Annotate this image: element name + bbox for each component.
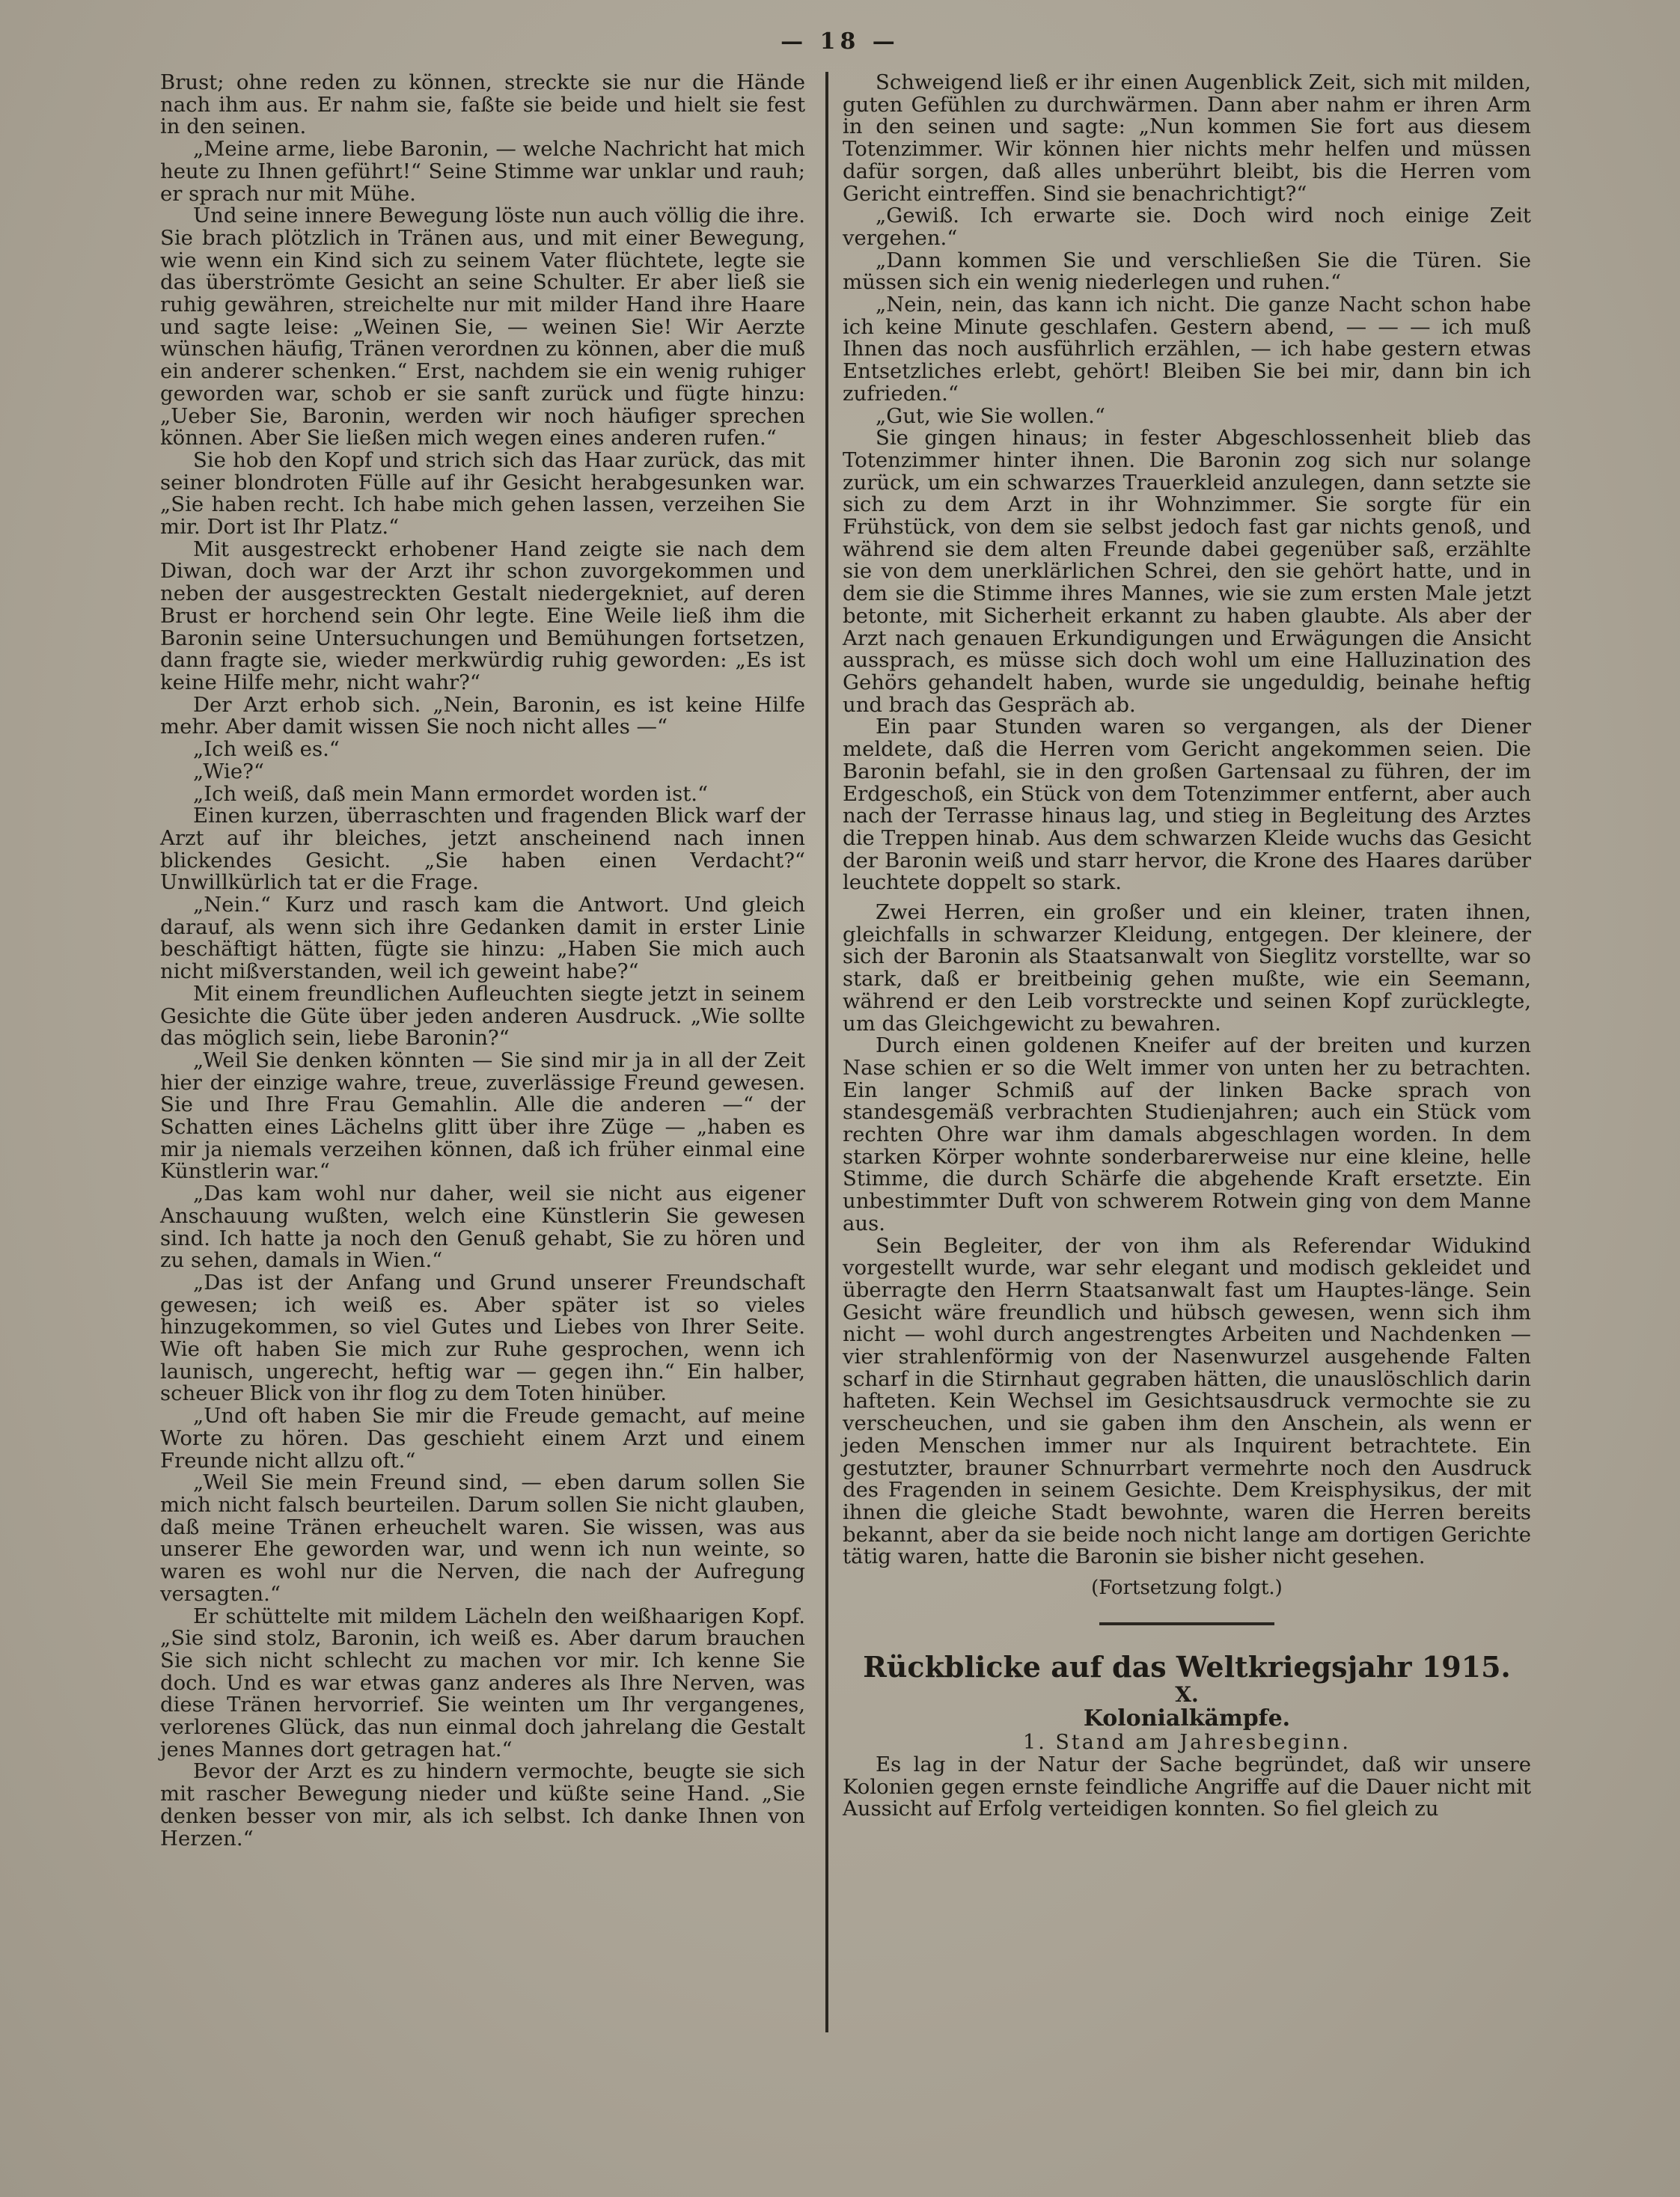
article-separator [1099,1622,1274,1625]
paragraph: Er schüttelte mit mildem Lächeln den weißhaarigen Kopf. „Sie sind stolz, Baronin, ich weiß es. Aber darum brauchen Sie sich nicht schlecht zu machen vor mir. Ich kenne Sie doch. Und es war etwas ganz anderes als Ihre Nerven, was diese Tränen hervorrief. Sie weinten um Ihr vergangenes, verlorenes Glück, das nun einmal doch jahrelang die Gestalt jenes Mannes dort getragen hat.“ [160,1604,805,1761]
paragraph: Zwei Herren, ein großer und ein kleiner, traten ihnen, gleichfalls in schwarzer Kleidung, entgegen. Der kleinere, der sich der Baronin als Staatsanwalt von Sieglitz vorstellte, war so stark, daß er breitbeinig gehen mußte, wie ein Seemann, während er den Leib vorstreckte und seinen Kopf zurücklegte, um das Gleichgewicht zu bewahren. [843,900,1531,1036]
paragraph: „Ich weiß es.“ [193,737,340,762]
paragraph: Sie hob den Kopf und strich sich das Haar zurück, das mit seiner blondroten Fülle auf ihr Gesicht herabgesunken war. „Sie haben recht. Ich habe mich gehen lassen, verzeihen Sie mir. Dort ist Ihr Platz.“ [160,447,805,540]
paragraph: Einen kurzen, überraschten und fragenden Blick warf der Arzt auf ihr bleiches, jetzt anscheinend nach innen blickendes Gesicht. „Sie haben einen Verdacht?“ Unwillkürlich tat er die Frage. [160,804,805,895]
paragraph: „Das kam wohl nur daher, weil sie nicht aus eigener Anschauung wußten, welch eine Künstlerin Sie gewesen sind. Ich hatte ja noch den Genuß gehabt, Sie zu hören und zu sehen, damals in Wien.“ [160,1182,805,1273]
paragraph: Durch einen goldenen Kneifer auf der breiten und kurzen Nase schien er so die Welt immer von unten her zu betrachten. Ein langer Schmiß auf der linken Backe sprach von standesgemäß verbrachten Studienjahren; auch ein Stück vom rechten Ohre war ihm damals abgeschlagen worden. In dem starken Körper wohnte sonderbarerweise nur eine kleine, helle Stimme, die durch Schärfe die abgehende Kraft ersetzte. Ein unbestimmter Duft von schwerem Rotwein ging von dem Manne aus. [843,1033,1531,1235]
section-heading: 1. Stand am Jahresbeginn. [1023,1730,1351,1754]
paragraph: „Nein, nein, das kann ich nicht. Die ganze Nacht schon habe ich keine Minute geschlafen. Gestern abend, — — — ich muß Ihnen das noch ausführlich erzählen, — ich habe gestern etwas Entsetzliches erlebt, gehört! Bleiben Sie bei mir, dann bin ich zufrieden.“ [843,293,1531,406]
paragraph: Und seine innere Bewegung löste nun auch völlig die ihre. Sie brach plötzlich in Tränen aus, und mit einer Bewegung, wie wenn ein Kind sich zu seinem Vater flüchtete, legte sie das überströmte Gesicht an seine Schulter. Er aber ließ sie ruhig gewähren, streichelte nur mit milder Hand ihre Haare und sagte leise: „Weinen Sie, — weinen Sie! Wir Aerzte wünschen häufig, Tränen verordnen zu können, aber die muß ein anderer schenken.“ Erst, nachdem sie ein wenig ruhiger geworden war, schob er sie sanft zurück und fügte hinzu: „Ueber Sie, Baronin, werden wir noch häufiger sprechen können. Aber Sie ließen mich wegen eines anderen rufen.“ [160,204,805,450]
continued-note: (Fortsetzung folgt.) [1091,1577,1283,1600]
paragraph: Sein Begleiter, der von ihm als Referendar Widukind vorgestellt wurde, war sehr elegant und modisch gekleidet und überragte den Herrn Staatsanwalt fast um Hauptes-länge. Sein Gesicht wäre freundlich und hübsch gewesen, wenn sich ihm nicht — wohl durch angestrengtes Arbeiten und Nachdenken — vier strahlenförmig von der Nasenwurzel ausgehende Falten scharf in die Stirnhaut gegraben hätten, die unauslöschlich darin hafteten. Kein Wechsel im Gesichtsausdruck vermochte sie zu verscheuchen, und sie gaben ihm den Anschein, als wenn er jeden Menschen immer nur als Inquirent betrachtete. Ein gestutzter, brauner Schnurrbart vermehrte noch den Ausdruck des Fragenden in seinem Gesichte. Dem Kreisphysikus, der mit ihnen die gleiche Stadt bewohnte, waren die Herren bereits bekannt, aber da sie beide noch nicht lange am dortigen Gerichte tätig waren, hatte die Baronin sie bisher nicht gesehen. [843,1233,1531,1569]
paragraph: „Ich weiß, daß mein Mann ermordet worden ist.“ [193,781,709,806]
paragraph: Ein paar Stunden waren so vergangen, als der Diener meldete, daß die Herren vom Gericht angekommen seien. Die Baronin befahl, sie in den großen Gartensaal zu führen, der im Erdgeschoß, ein Stück von dem Totenzimmer entfernt, aber auch nach der Terrasse hinaus lag, und stieg in Begleitung des Arztes die Treppen hinab. Aus dem schwarzen Kleide wuchs das Gesicht der Baronin weiß und starr hervor, die Krone des Haares darüber leuchtete doppelt so stark. [843,715,1531,895]
paragraph: „Weil Sie denken könnten — Sie sind mir ja in all der Zeit hier der einzige wahre, treue, zuverlässige Freund gewesen. Sie und Ihre Frau Gemahlin. Alle die anderen —“ der Schatten eines Lächelns glitt über ihre Züge — „haben es mir ja niemals verzeihen können, daß ich früher einmal eine Künstlerin war.“ [160,1048,805,1184]
column-divider [825,72,828,2032]
paragraph: „Und oft haben Sie mir die Freude gemacht, auf meine Worte zu hören. Das geschieht einem Arzt und einem Freunde nicht allzu oft.“ [160,1404,805,1473]
left-column [160,72,805,1850]
paragraph: Mit einem freundlichen Aufleuchten siegte jetzt in seinem Gesichte die Güte über jeden anderen Ausdruck. „Wie sollte das möglich sein, liebe Baronin?“ [160,981,805,1051]
paragraph: „Weil Sie mein Freund sind, — eben darum sollen Sie mich nicht falsch beurteilen. Darum sollen Sie nicht glauben, daß meine Tränen erheuchelt waren. Sie wissen, was aus unserer Ehe geworden war, und wenn ich nun weinte, so waren es wohl nur die Nerven, die nach der Aufregung versagten.“ [160,1470,805,1606]
paragraph: „Gut, wie Sie wollen.“ [876,403,1105,428]
paragraph: „Wie?“ [193,759,264,783]
paragraph: „Gewiß. Ich erwarte sie. Doch wird noch einige Zeit vergehen.“ [843,204,1531,250]
paragraph: Der Arzt erhob sich. „Nein, Baronin, es ist keine Hilfe mehr. Aber damit wissen Sie noch nicht alles —“ [160,692,805,739]
right-column [843,72,1531,1821]
paragraph: Bevor der Arzt es zu hindern vermochte, beugte sie sich mit rascher Bewegung nieder und küßte seine Hand. „Sie denken besser von mir, als ich selbst. Ich danke Ihnen von Herzen.“ [160,1759,805,1851]
paragraph: „Meine arme, liebe Baronin, — welche Nachricht hat mich heute zu Ihnen geführt!“ Seine Stimme war unklar und rauh; er sprach nur mit Mühe. [160,137,805,206]
paragraph: „Das ist der Anfang und Grund unserer Freundschaft gewesen; ich weiß es. Aber später ist so vieles hinzugekommen, so viel Gutes und Liebes von Ihrer Seite. Wie oft haben Sie mich zur Ruhe gesprochen, wenn ich launisch, ungerecht, heftig war — gegen ihn.“ Ein halber, scheuer Blick von ihr flog zu dem Toten hinüber. [160,1270,805,1406]
article-title: Rückblicke auf das Weltkriegsjahr 1915. [863,1649,1511,1684]
paragraph: Schweigend ließ er ihr einen Augenblick Zeit, sich mit milden, guten Gefühlen zu durchwärmen. Dann aber nahm er ihren Arm in den seinen und sagte: „Nun kommen Sie fort aus diesem Totenzimmer. Wir können hier nichts mehr helfen und müssen dafür sorgen, daß alles unberührt bleibt, bis die Herren vom Gericht eintreffen. Sind sie benachrichtigt?“ [843,70,1531,206]
page-number: — 18 — [781,28,899,55]
paragraph: „Nein.“ Kurz und rasch kam die Antwort. Und gleich darauf, als wenn sich ihre Gedanken damit in erster Linie beschäftigt hätten, fügte sie hinzu: „Haben Sie mich auch nicht mißverstanden, weil ich geweint habe?“ [160,893,805,984]
article-subtitle: Kolonialkämpfe. [1083,1705,1291,1732]
paragraph: Mit ausgestreckt erhobener Hand zeigte sie nach dem Diwan, doch war der Arzt ihr schon zuvorgekommen und neben der ausgestreckten Gestalt niedergekniet, auf deren Brust er horchend sein Ohr legte. Eine Weile ließ ihm die Baronin seine Untersuchungen und Bemühungen fortsetzen, dann fragte sie, wieder merkwürdig ruhig geworden: „Es ist keine Hilfe mehr, nicht wahr?“ [160,537,805,694]
article-number: X. [1175,1681,1199,1707]
paragraph: Sie gingen hinaus; in fester Abgeschlossenheit blieb das Totenzimmer hinter ihnen. Die Baronin zog sich nur solange zurück, um ein schwarzes Trauerkleid anzulegen, dann setzte sie sich zu dem Arzt in ihr Wohnzimmer. Sie sorgte für ein Frühstück, von dem sie selbst jedoch fast gar nichts genoß, und während sie dem alten Freunde dabei gegenüber saß, erzählte sie von dem unerklärlichen Schrei, den sie gehört hatte, und in dem sie die Stimme ihres Mannes, wie sie zum ersten Male jetzt betonte, mit Sicherheit erkannt zu haben glaubte. Als aber der Arzt nach genauen Erkundigungen und Erwägungen die Ansicht aussprach, es müsse sich doch wohl um eine Halluzination des Gehörs gehandelt haben, wurde sie ungeduldig, beinahe heftig und brach das Gespräch ab. [843,426,1531,717]
article-body: Es lag in der Natur der Sache begründet, daß wir unsere Kolonien gegen ernste feindliche Angriffe auf die Dauer nicht mit Aussicht auf Erfolg verteidigen konnten. So fiel gleich zu [843,1752,1531,1821]
paragraph: „Dann kommen Sie und verschließen Sie die Türen. Sie müssen sich ein wenig niederlegen und ruhen.“ [843,248,1531,295]
paragraph: Brust; ohne reden zu können, streckte sie nur die Hände nach ihm aus. Er nahm sie, faßte sie beide und hielt sie fest in den seinen. [160,70,805,139]
